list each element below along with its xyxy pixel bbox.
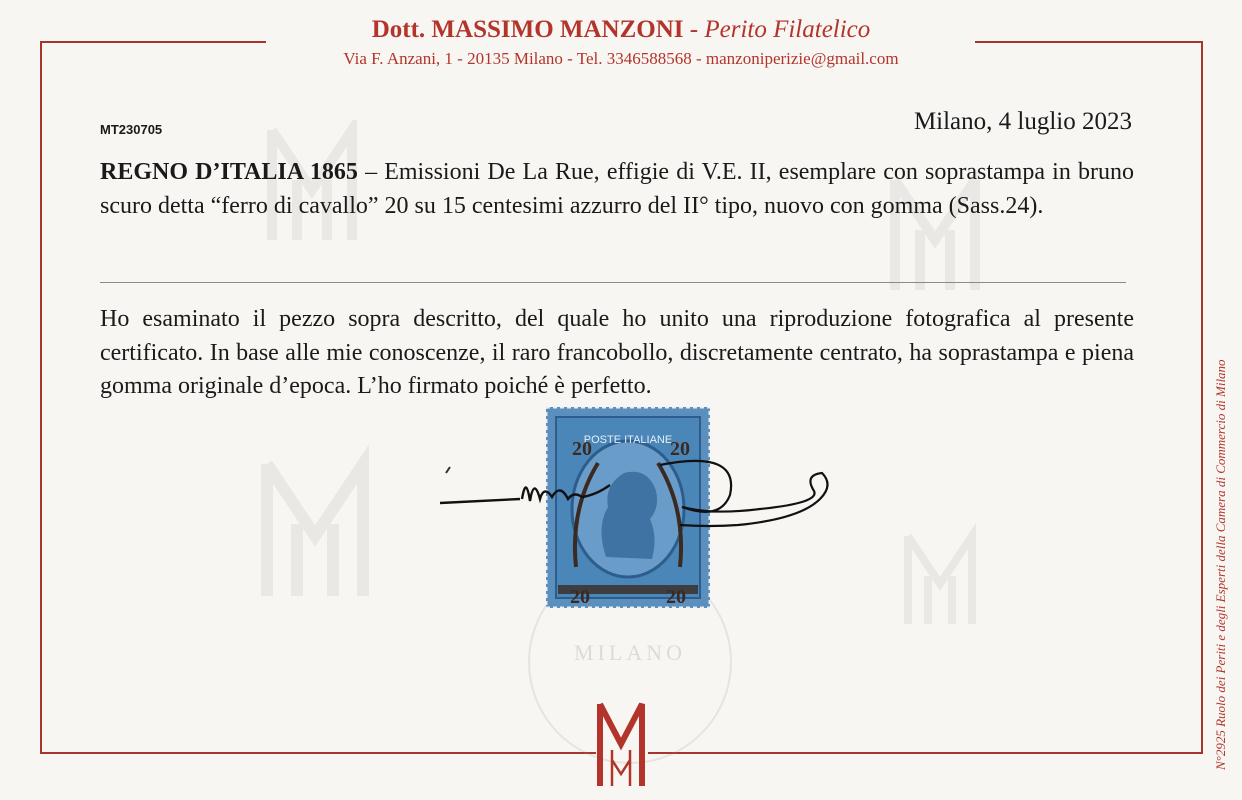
logo-monogram-icon — [596, 700, 646, 790]
expert-name: Dott. MASSIMO MANZONI — [371, 16, 684, 43]
stamp-top-label: POSTE ITALIANE — [583, 434, 673, 446]
header-separator: - — [683, 16, 705, 43]
frame-bottom-left — [40, 752, 596, 754]
seal-text: MILANO — [574, 640, 686, 665]
signature-icon — [430, 455, 850, 535]
frame-bottom-right — [648, 752, 1203, 754]
stamp-description — [100, 156, 1134, 223]
header-address: Via F. Anzani, 1 - 20135 Milano - Tel. 3346588568 - manzoniperizie@gmail.com — [343, 49, 899, 68]
expert-role: Perito Filatelico — [704, 16, 871, 43]
header-title — [0, 16, 1242, 44]
expert-opinion: Ho esaminato il pezzo sopra descritto, del quale ho unito una riproduzione fotografica al presente certificato. In base alle mie conoscenze, il raro francobollo, discretamente centrato, ha soprastampa e piena gomma originale d’epoca. L’ho firmato poiché è perfetto. — [100, 306, 1134, 399]
description-body: – Emissioni De La Rue, effigie di V.E. II, esemplare con soprastampa in bruno scuro detta “ferro di cavallo” 20 su 15 centesimi azzurro del II° tipo, nuovo con gomma (Sass.24). — [100, 159, 1134, 219]
side-note: N°2925 Ruolo dei Periti e degli Esperti della Camera di Commercio di Milano — [1213, 359, 1228, 770]
stamp-overprint-bottom-right: 20 — [666, 586, 686, 608]
frame-right — [1201, 41, 1203, 754]
place-date: Milano, 4 luglio 2023 — [913, 108, 1132, 135]
watermark-monogram-icon — [255, 445, 375, 615]
stamp-overprint-bottom-left: 20 — [570, 586, 590, 608]
divider — [100, 282, 1126, 283]
stamp-overprint-top-left: 20 — [572, 438, 592, 460]
description-lead: REGNO D’ITALIA 1865 — [100, 159, 358, 185]
certificate-code: MT230705 — [100, 122, 163, 137]
frame-left — [40, 41, 42, 754]
stamp-overprint-top-right: 20 — [670, 438, 690, 460]
watermark-monogram-icon — [900, 520, 980, 640]
